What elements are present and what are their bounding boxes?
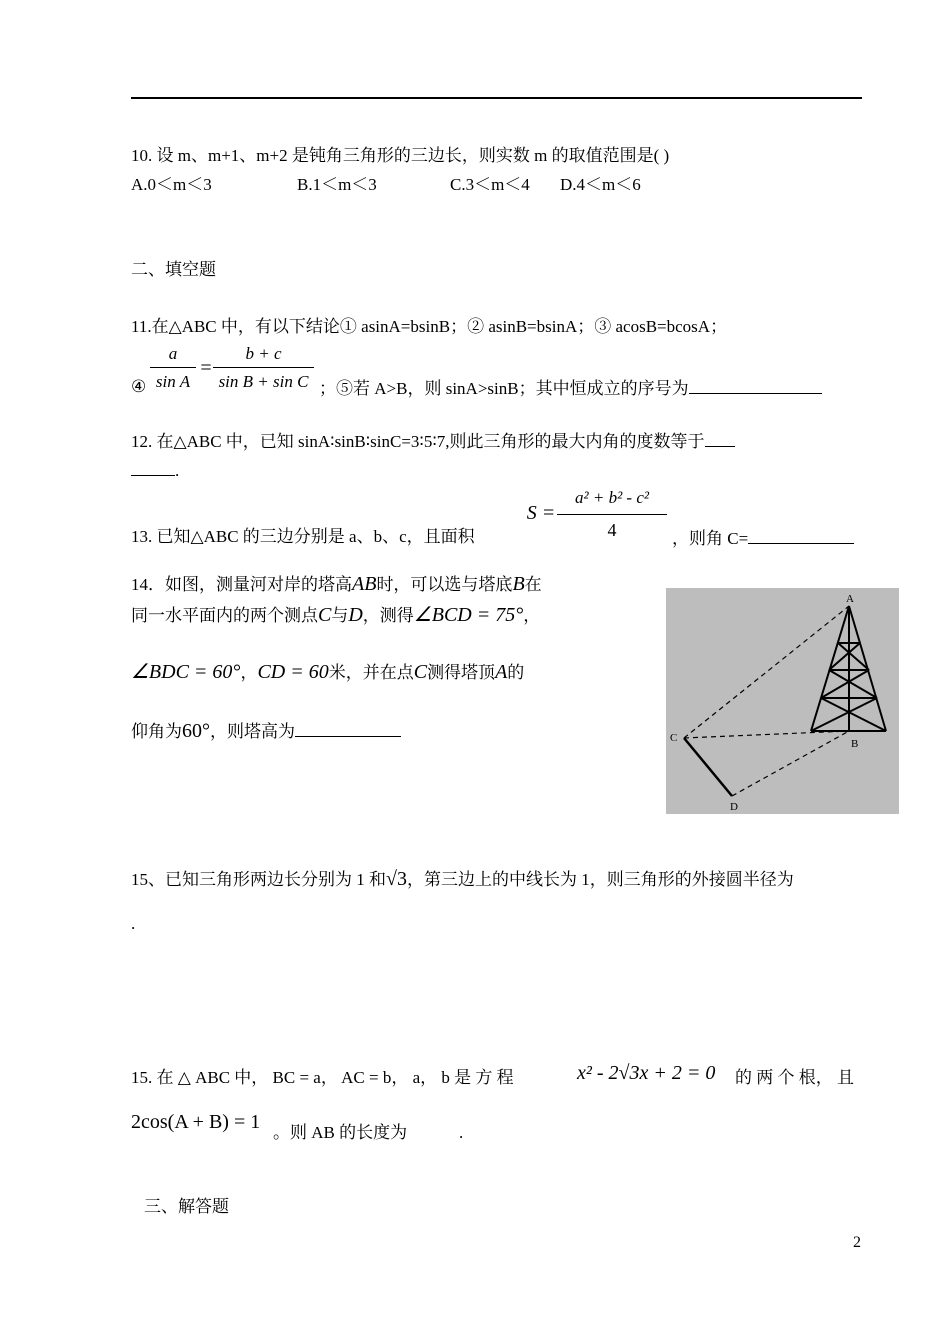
q15a-text-b: ，第三边上的中线长为 1，则三角形的外接圆半径为 [406,870,794,889]
q14-line3 [131,662,524,683]
q14-line1 [131,574,542,595]
header-rule [131,97,862,99]
q15a-text-a: 15、已知三角形两边长分别为 1 和 [131,870,386,889]
q14-l3-b: 米，并在点 [328,663,414,682]
q15b-equation: x² - 2√3x + 2 = 0 [577,1062,716,1084]
section-heading-fill-in: 二、填空题 [131,260,216,279]
q14-l2-angle: ∠BCD = 75° [413,604,524,626]
q13-answer-blank [748,527,854,544]
figure-label-bottom: D [730,801,738,813]
q13-text: 13. 已知△ABC 的三边分别是 a、b、c，且面积 [131,527,475,546]
q11-equals: = [200,357,212,379]
q11-frac1-bar [150,367,196,368]
tower-diagram [666,588,899,814]
q10-option-b: B.1＜m＜3 [297,175,377,194]
q14-l2-b: 与 [331,606,349,625]
q15b-text-b: 的 两 个 根， 且 [735,1068,854,1087]
q12-answer-blank-a [705,430,735,447]
q10-stem: 10. 设 m、m+1、m+2 是钝角三角形的三边长，则实数 m 的取值范围是( ) [131,146,670,165]
q12-text: 12. 在△ABC 中，已知 sinA∶sinB∶sinC=3∶5∶7,则此三角形的最大内角的度数等于 [131,432,705,451]
q14-l3-c: 测得塔顶 [427,663,496,682]
figure-label-top: A [846,593,854,605]
tower-figure [666,588,899,814]
q15b-line2 [273,1123,407,1143]
q14-l3-A: A [495,661,508,683]
q14-l3-a: ， [240,663,258,682]
q11-frac2-bar [213,367,314,368]
q14-l1-B: B [512,573,525,595]
q14-l1-ab: AB [352,573,377,595]
q13-frac-bar [557,514,667,515]
q11-line1: 11.在△ABC 中，有以下结论① asinA=bsinB；② asinB=bsinA；③ acosB=bcosA； [131,317,728,336]
figure-label-base: B [851,738,859,750]
q15a-line2: . [131,914,136,933]
q11-answer-blank [689,377,822,394]
q13-numerator: a² + b² - c² [575,488,649,507]
q14-l4-b: ，则塔高为 [210,722,295,741]
q10-option-d: D.4＜m＜6 [560,175,641,194]
q15a-sqrt: √3 [386,868,407,890]
q14-l2-c: ，测得 [362,606,414,625]
figure-label-left: C [670,732,678,744]
q14-l2-a: 同一水平面内的两个测点 [131,606,318,625]
q13-tail [672,527,854,549]
q11-frac2-denominator: sin B + sin C [218,372,309,391]
q14-l1-b: 时，可以选与塔底 [376,575,513,594]
q14-line2 [131,605,540,626]
q11-frac2-numerator: b + c [245,344,282,363]
q12-line1 [131,430,735,452]
q15b-text-a: 15. 在 △ ABC 中， BC = a， AC = b， a， b 是 方 程 [131,1068,514,1087]
q15b-line1 [131,1068,514,1088]
q14-l1-a: 14．如图，测量河对岸的塔高 [131,575,352,594]
q14-l1-c: 在 [524,575,542,594]
page-number: 2 [853,1234,861,1251]
q11-frac1-numerator: a [168,344,178,363]
q10-option-c: C.3＜m＜4 [450,175,530,194]
q12-answer-blank-b [131,459,175,476]
q14-l3-d: 的 [507,663,525,682]
section-heading-solutions: 三、解答题 [144,1197,229,1216]
q14-line4 [131,720,401,742]
q11-circle-4: ④ [131,377,147,396]
q12-line2-end: . [175,461,180,480]
q13-denominator: 4 [607,520,617,540]
q15a-line1 [131,869,794,890]
q13-s-label: S = [526,502,556,524]
q15b-text-d: . [459,1123,464,1142]
q15b-condition: 2cos(A + B) = 1 [131,1111,261,1133]
q14-l3-C: C [413,661,428,683]
q11-frac1-denominator: sin A [155,372,191,391]
q11-tail [319,377,822,399]
q14-l3-angle: ∠BDC = 60° [131,661,241,683]
q14-l2-D: D [348,604,363,626]
q14-answer-blank [295,720,401,737]
q14-l2-C: C [318,604,332,626]
q14-l3-cd: CD = 60 [257,661,329,683]
q14-l4-angle: 60° [182,720,210,742]
q14-l2-d: ， [523,606,541,625]
q10-option-a: A.0＜m＜3 [131,175,212,194]
q13-tail-text: ，则角 C= [672,529,749,548]
q12-line2 [131,459,179,481]
q15b-text-c: 。则 AB 的长度为 [273,1123,408,1142]
q14-l4-a: 仰角为 [131,722,182,741]
q11-tail-text: ；⑤若 A>B，则 sinA>sinB；其中恒成立的序号为 [319,379,689,398]
